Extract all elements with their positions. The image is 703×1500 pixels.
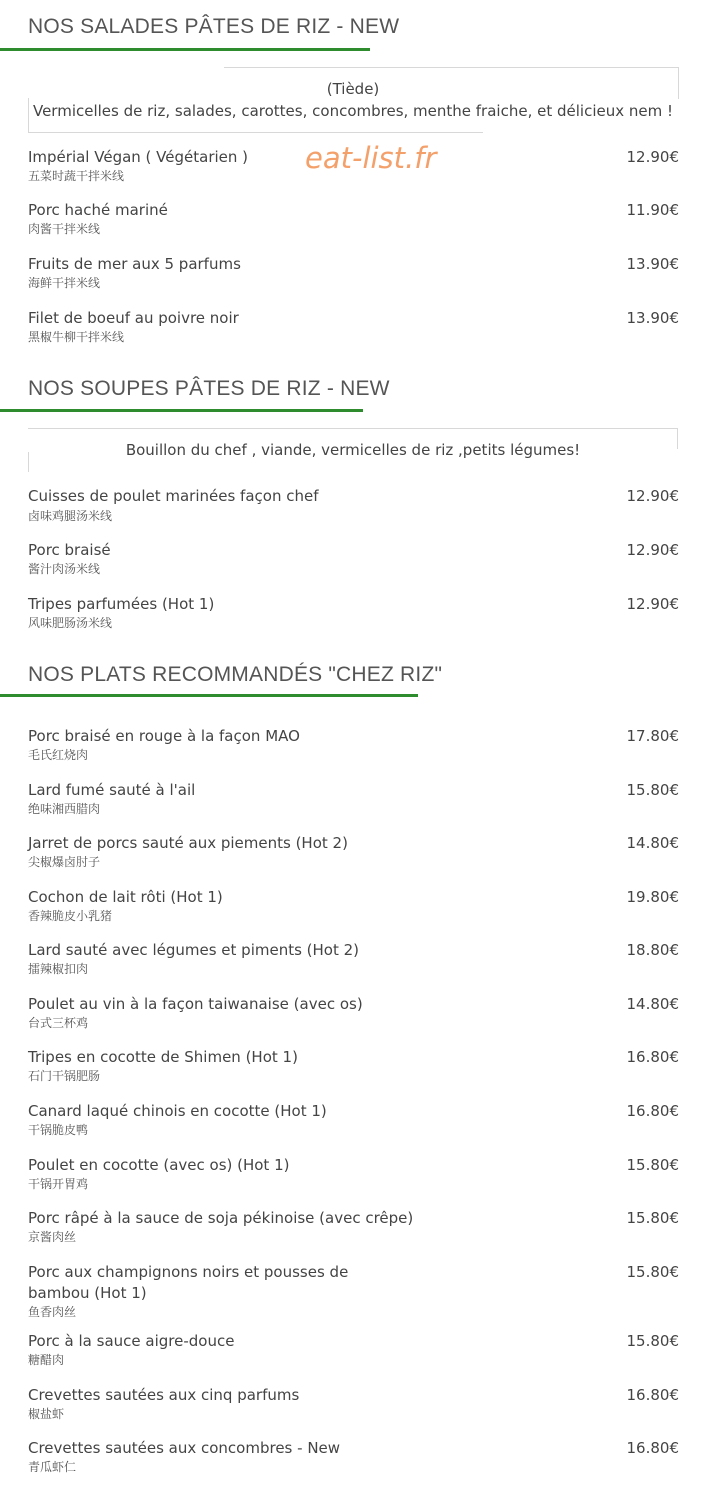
item-chinese-name: 干锅开胃鸡 xyxy=(28,1177,89,1191)
section-title-soupes: NOS SOUPES PÂTES DE RIZ - NEW xyxy=(28,377,390,400)
item-chinese-name: 五菜时蔬干拌米线 xyxy=(28,169,125,183)
item-price: 14.80€ xyxy=(626,834,679,852)
item-name: Porc braisé xyxy=(28,541,111,559)
item-chinese-name: 鱼香肉丝 xyxy=(28,1305,77,1319)
item-chinese-name: 椒盐虾 xyxy=(28,1407,65,1421)
item-name: Impérial Végan ( Végétarien ) xyxy=(28,148,249,166)
item-name: Tripes en cocotte de Shimen (Hot 1) xyxy=(28,1048,298,1066)
item-name: Jarret de porcs sauté aux piements (Hot 2) xyxy=(28,834,348,852)
item-chinese-name: 黑椒牛柳干拌米线 xyxy=(28,330,125,344)
box-right-border xyxy=(678,67,679,99)
item-name: Crevettes sautées aux concombres - New xyxy=(28,1439,341,1457)
item-price: 15.80€ xyxy=(626,1332,679,1350)
item-chinese-name: 毛氏红烧肉 xyxy=(28,748,89,762)
item-name: Porc braisé en rouge à la façon MAO xyxy=(28,727,300,745)
item-name: Porc à la sauce aigre-douce xyxy=(28,1332,235,1350)
section-title-plats: NOS PLATS RECOMMANDÉS "CHEZ RIZ" xyxy=(28,663,443,686)
description-line: Bouillon du chef , viande, vermicelles de riz ,petits légumes! xyxy=(125,441,581,459)
item-chinese-name: 香辣脆皮小乳猪 xyxy=(28,909,113,923)
item-price: 12.90€ xyxy=(626,487,679,505)
item-name: Cuisses de poulet marinées façon chef xyxy=(28,487,319,505)
item-chinese-name: 干锅脆皮鸭 xyxy=(28,1123,89,1137)
item-chinese-name: 石门干锅肥肠 xyxy=(28,1069,101,1083)
item-chinese-name: 海鲜干拌米线 xyxy=(28,276,101,290)
item-price: 19.80€ xyxy=(626,888,679,906)
item-price: 12.90€ xyxy=(626,595,679,613)
item-chinese-name: 台式三杯鸡 xyxy=(28,1016,89,1030)
item-chinese-name: 绝味湘西腊肉 xyxy=(28,802,101,816)
item-chinese-name: 擂辣椒扣肉 xyxy=(28,962,89,976)
item-name: Poulet au vin à la façon taiwanaise (avec os) xyxy=(28,995,363,1013)
item-price: 15.80€ xyxy=(626,1263,679,1281)
item-price: 15.80€ xyxy=(626,781,679,799)
item-chinese-name: 卤味鸡腿汤米线 xyxy=(28,509,113,523)
item-chinese-name: 尖椒爆卤肘子 xyxy=(28,855,101,869)
item-price: 13.90€ xyxy=(626,255,679,273)
item-price: 15.80€ xyxy=(626,1209,679,1227)
section-underline xyxy=(0,48,370,51)
item-price: 18.80€ xyxy=(626,941,679,959)
item-name: Porc haché mariné xyxy=(28,201,168,219)
item-price: 15.80€ xyxy=(626,1156,679,1174)
item-price: 13.90€ xyxy=(626,309,679,327)
item-chinese-name: 京酱肉丝 xyxy=(28,1230,77,1244)
item-name: Porc râpé à la sauce de soja pékinoise (avec crêpe) xyxy=(28,1209,414,1227)
item-price: 14.80€ xyxy=(626,995,679,1013)
description-line: Vermicelles de riz, salades, carottes, concombres, menthe fraiche, et délicieux nem ! xyxy=(32,102,673,120)
section-underline xyxy=(0,409,363,412)
item-chinese-name: 风味肥肠汤米线 xyxy=(28,616,113,630)
item-chinese-name: 糖醋肉 xyxy=(28,1353,65,1367)
item-name: Crevettes sautées aux cinq parfums xyxy=(28,1386,300,1404)
item-price: 16.80€ xyxy=(626,1102,679,1120)
item-name: Porc aux champignons noirs et pousses de xyxy=(28,1263,349,1281)
item-price: 17.80€ xyxy=(626,727,679,745)
item-chinese-name: 肉酱干拌米线 xyxy=(28,222,101,236)
item-price: 12.90€ xyxy=(626,148,679,166)
item-name: Cochon de lait rôti (Hot 1) xyxy=(28,888,223,906)
watermark: eat-list.fr xyxy=(305,141,437,175)
item-price: 16.80€ xyxy=(626,1439,679,1457)
box-top-border xyxy=(28,428,678,429)
box-top-border xyxy=(224,67,679,68)
item-price: 11.90€ xyxy=(626,201,679,219)
item-chinese-name: 青瓜虾仁 xyxy=(28,1460,77,1474)
section-title-salades: NOS SALADES PÂTES DE RIZ - NEW xyxy=(28,15,400,38)
item-name: Lard fumé sauté à l'ail xyxy=(28,781,196,799)
item-chinese-name: 酱汁肉汤米线 xyxy=(28,562,101,576)
item-name: Fruits de mer aux 5 parfums xyxy=(28,255,241,273)
item-name: Lard sauté avec légumes et piments (Hot 2) xyxy=(28,941,360,959)
box-bottom-border xyxy=(28,132,483,133)
item-price: 16.80€ xyxy=(626,1386,679,1404)
description-line: (Tiède) xyxy=(326,80,380,98)
item-price: 16.80€ xyxy=(626,1048,679,1066)
item-price: 12.90€ xyxy=(626,541,679,559)
item-name: Canard laqué chinois en cocotte (Hot 1) xyxy=(28,1102,327,1120)
item-name: Poulet en cocotte (avec os) (Hot 1) xyxy=(28,1156,290,1174)
item-name: Tripes parfumées (Hot 1) xyxy=(28,595,215,613)
item-name-continued: bambou (Hot 1) xyxy=(28,1284,147,1302)
item-name: Filet de boeuf au poivre noir xyxy=(28,309,239,327)
section-underline xyxy=(0,694,418,697)
